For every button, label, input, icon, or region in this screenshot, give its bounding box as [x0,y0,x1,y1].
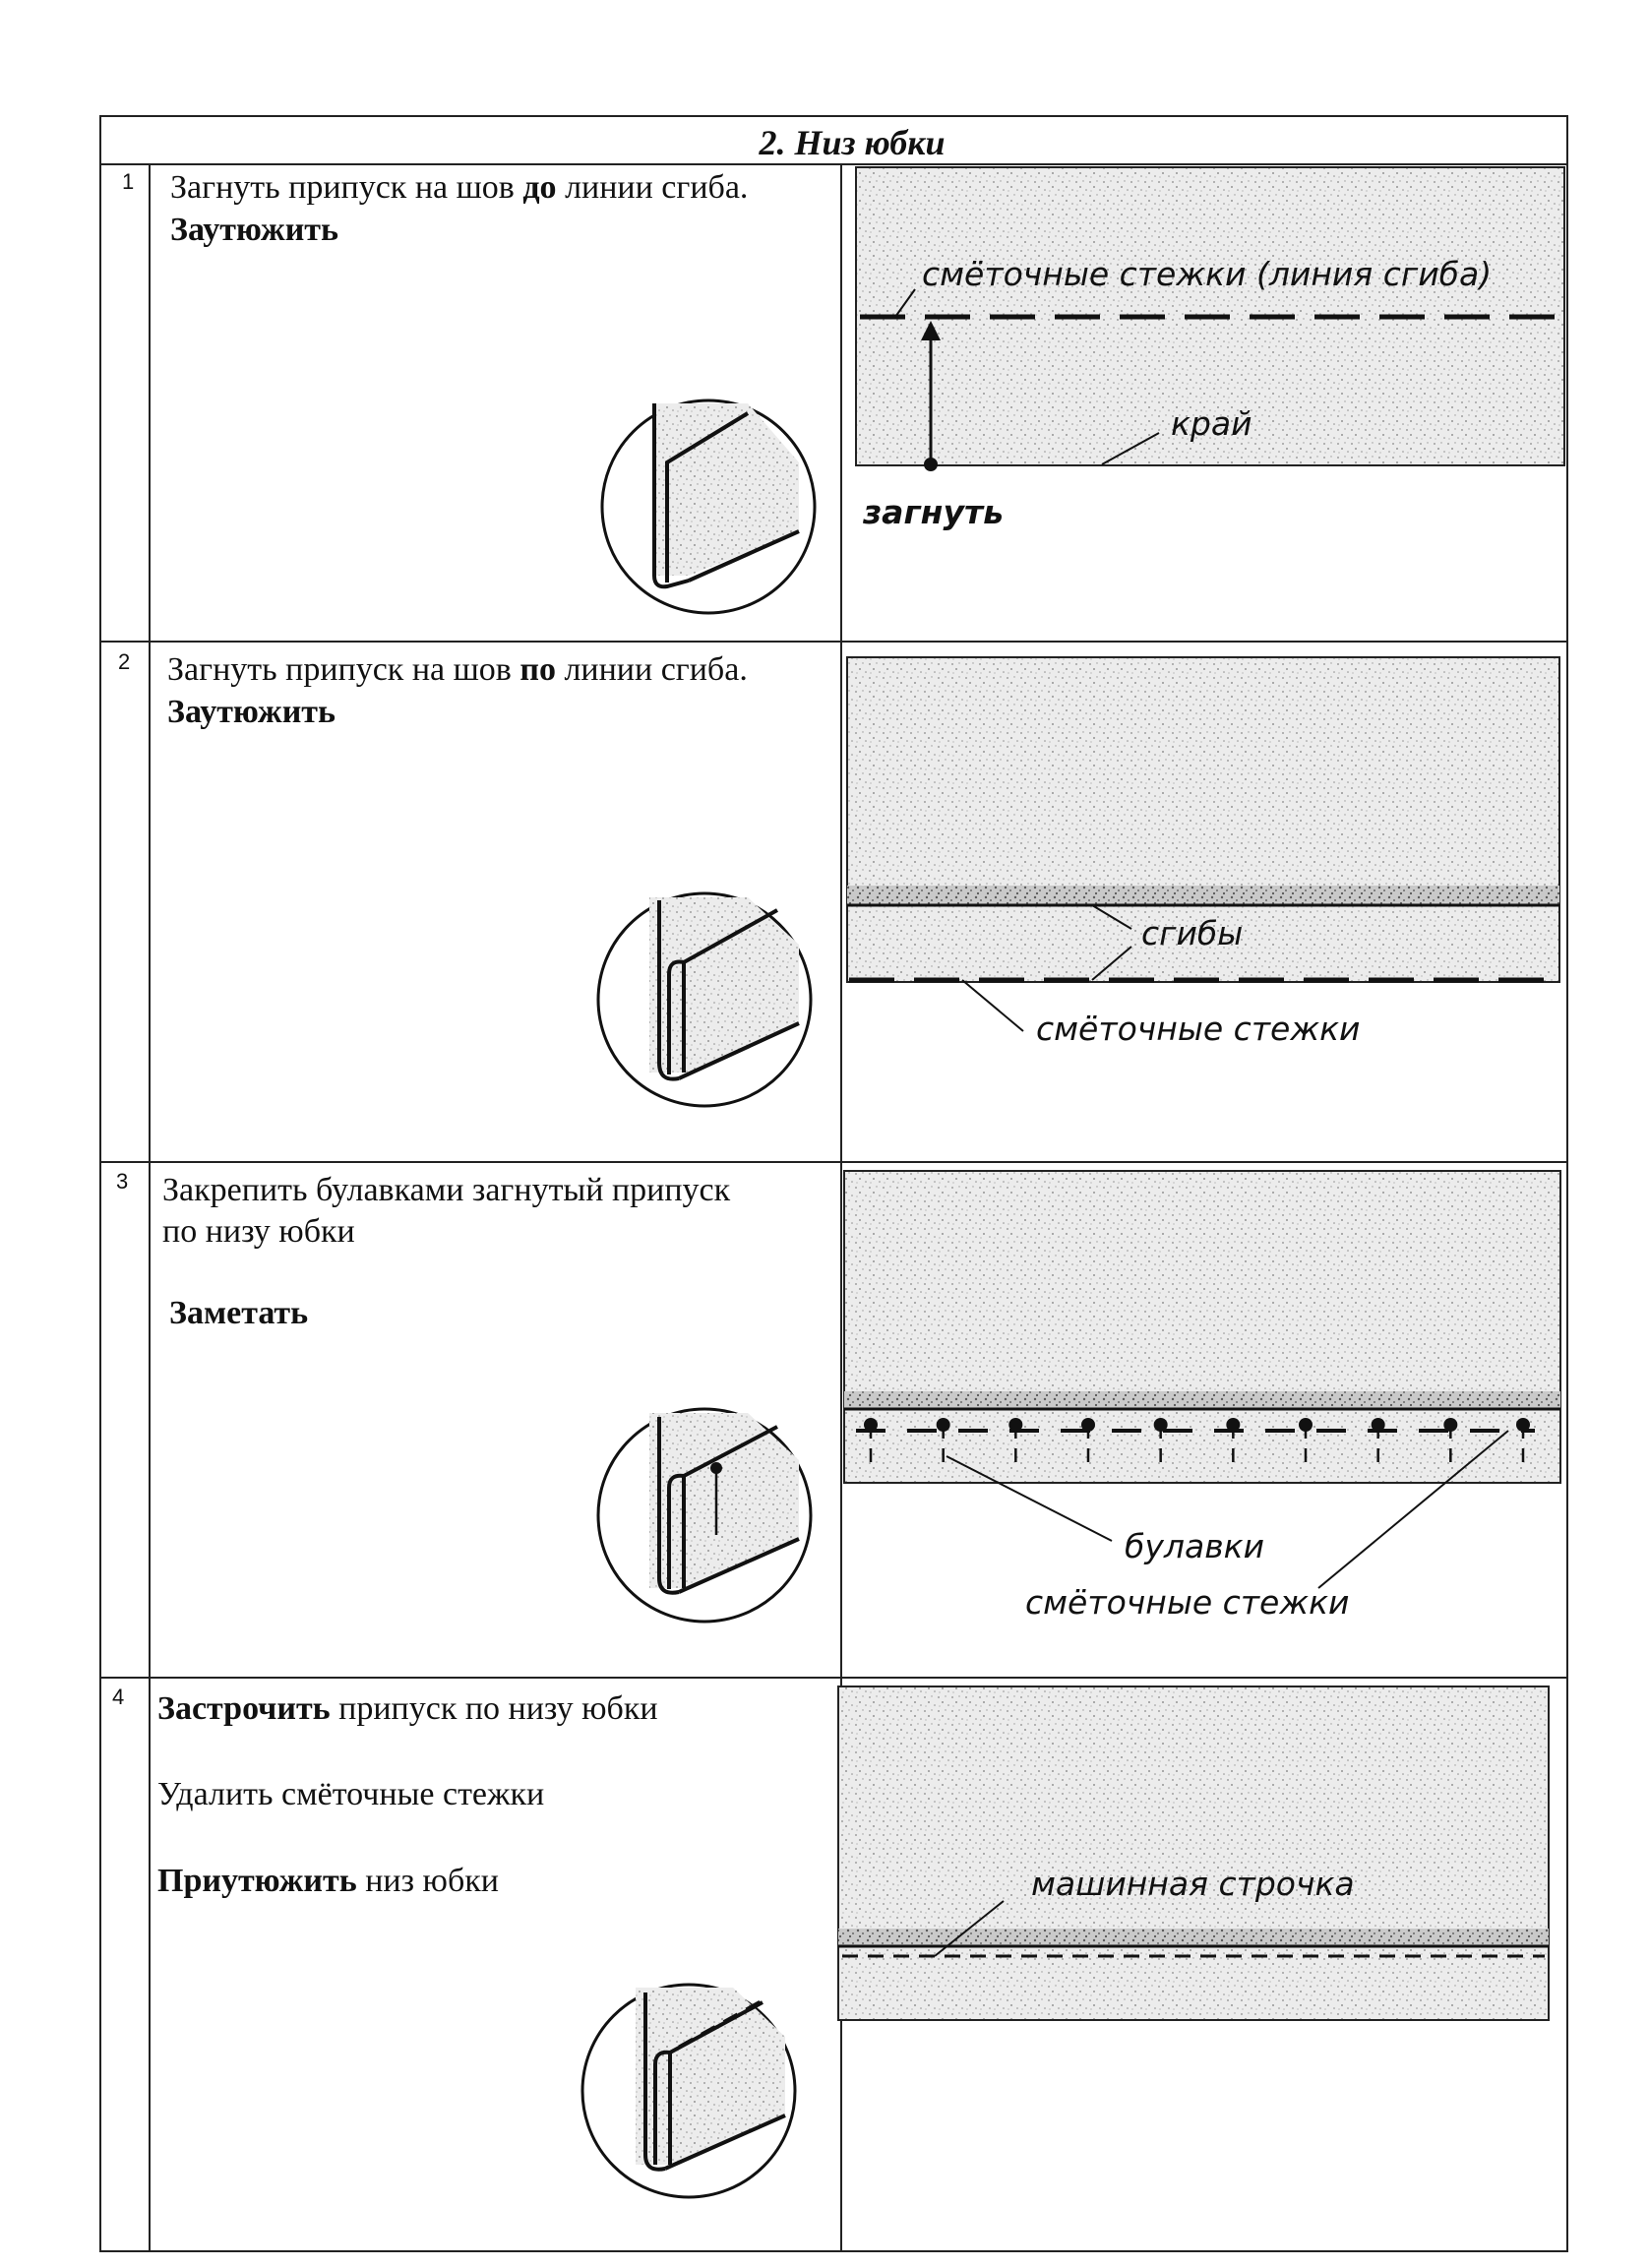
edge-label: край [1171,404,1252,443]
hem-fold-detail-illustration [602,400,815,613]
step-4-text-part: припуск по низу юбки [330,1690,658,1727]
basting-label: смёточные стежки (линия сгиба) [922,255,1493,293]
folds-label: сгибы [1141,914,1244,952]
step-2-action: Заутюжить [167,694,336,730]
step-number: 3 [116,1169,129,1194]
step-1-text-bold: до [522,169,557,206]
step-3-diagram [844,1171,1560,1622]
section-title: 2. Низ юбки [759,123,946,162]
step-3-instruction-line1: Закрепить булавками загнутый припуск [162,1172,731,1208]
step-2-text-part: Загнуть припуск на шов [167,651,520,688]
hem-fold-detail-illustration [598,893,811,1106]
step-4-text-part: низ юбки [356,1863,499,1899]
basting-label: смёточные стежки [1025,1583,1350,1622]
stitch-label: машинная строчка [1031,1865,1355,1903]
step-4-text-bold: Застрочить [157,1690,331,1727]
step-1-action: Заутюжить [170,212,338,248]
step-2-text-bold: по [519,651,556,688]
step-4-diagram [838,1686,1549,2020]
step-2-text-part: линии сгиба. [555,651,748,688]
step-4-instruction-line1 [157,1690,658,1727]
fold-up-label: загнуть [863,493,1004,531]
step-3-instruction-line2: по низу юбки [162,1213,355,1250]
step-4-instruction-line3 [157,1863,499,1899]
step-4-instruction-line2: Удалить смёточные стежки [157,1776,545,1812]
pins-label: булавки [1125,1527,1265,1565]
step-1-instruction [170,169,748,206]
step-1-text-part: Загнуть припуск на шов [170,169,523,206]
step-2-instruction [167,651,748,688]
step-number: 2 [118,649,131,674]
hem-fold-detail-illustration [582,1985,795,2197]
step-number: 4 [112,1685,125,1709]
step-1-text-part: линии сгиба. [556,169,749,206]
step-1-diagram [856,167,1564,531]
step-4-text-bold: Приутюжить [157,1863,357,1899]
basting-label: смёточные стежки [1036,1010,1361,1048]
step-3-action: Заметать [169,1295,309,1331]
step-2-diagram [847,657,1559,1048]
hem-fold-detail-illustration [598,1409,811,1622]
step-number: 1 [122,169,135,194]
